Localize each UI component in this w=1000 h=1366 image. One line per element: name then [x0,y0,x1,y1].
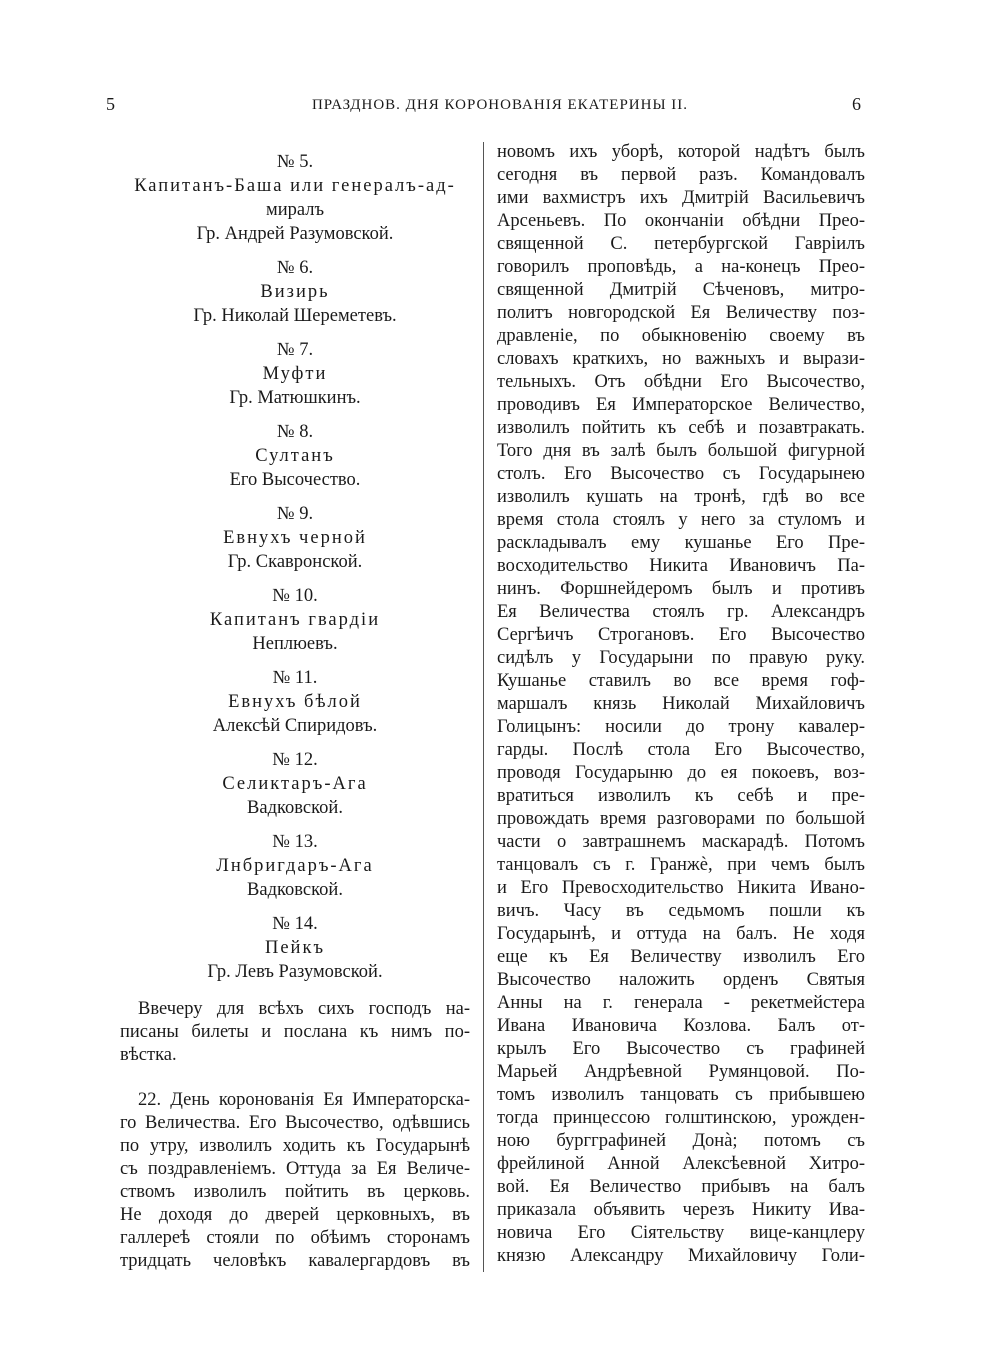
entry-number: № 12. [272,750,318,770]
text-line: проводивъ Ея Императорское Величество, [497,395,865,415]
entry-line: Муфти [262,364,328,384]
entry-line: миралъ [265,200,325,220]
page-number-left: 5 [106,94,115,114]
entry-line: Евнухъ бѣлой [228,692,362,712]
entry-line: Султанъ [255,446,335,466]
right-column [497,141,865,1268]
entry-line: Лнбригдаръ-Ага [216,856,374,876]
text-line: столъ. Его Высочество съ Государынею [497,464,865,484]
text-line: сидѣлъ у Государыни по правую руку. [497,648,865,668]
role-entry [120,666,470,738]
text-line: крылъ Его Высочество съ графиней [497,1039,865,1059]
role-entry [120,256,470,328]
entry-number: № 7. [276,340,314,360]
role-entry [120,150,470,246]
running-title: ПРАЗДНОВ. ДНЯ КОРОНОВАНІЯ ЕКАТЕРИНЫ II. [311,97,689,113]
entry-number: № 8. [276,422,314,442]
text-line: священной С. петербургской Гавріилъ [497,234,865,254]
text-line: новича Его Сіятельству вице-канцлеру [497,1223,865,1243]
text-line: Ввечеру для всѣхъ сихъ господъ на- [138,999,470,1019]
text-line: проводя Государыню до ея покоевъ, воз- [497,763,865,783]
text-line: нинъ. Форшнейдеромъ былъ и противъ [497,579,865,599]
text-line: князю Александру Михайловичу Голи- [497,1246,865,1266]
text-line: вичъ. Часу въ седьмомъ пошли къ [497,901,865,921]
entry-line: Вадковской. [247,880,343,900]
role-entry [120,584,470,656]
evening-paragraph [120,998,470,1067]
entry-line: Евнухъ черной [223,528,367,548]
role-entry [120,502,470,574]
text-line: Не доходя до дверей церковныхъ, въ [120,1205,470,1225]
text-line: ими вахмистръ ихъ Дмитрій Васильевичъ [497,188,865,208]
entry-line: Капитанъ гвардіи [209,610,381,630]
text-line: тридцать человѣкъ кавалергардовъ въ [120,1251,470,1271]
text-line: священной Дмитрій Сѣченовъ, митро- [497,280,865,300]
entry-line: Гр. Андрей Разумовской. [196,224,394,244]
role-entry [120,420,470,492]
text-line: Государынѣ, и оттуда на балъ. Не ходя [497,924,865,944]
role-list [120,150,470,984]
entry-line: Алексѣй Спиридовъ. [212,716,378,736]
text-line: фрейлиной Анной Алексѣевной Хитро- [497,1154,865,1174]
text-line: Кушанье ставилъ во все время гоф- [497,671,865,691]
text-line: словахъ краткихъ, но важныхъ и вырази- [497,349,865,369]
text-line: гарды. Послѣ стола Его Высочество, [497,740,865,760]
entry-number: № 9. [276,504,314,524]
text-line: Арсеньевъ. По окончаніи обѣдни Прео- [497,211,865,231]
text-line: еще къ Ея Величеству изволилъ Его [497,947,865,967]
text-line: дравленіе, по обыкновенію своему въ [497,326,865,346]
role-entry [120,748,470,820]
text-line: 22. День коронованія Ея Императорска- [138,1090,470,1110]
text-line: Голицынъ: носили до трону кавалер- [497,717,865,737]
text-line: сегодня въ первой разъ. Командовалъ [497,165,865,185]
page-number-right: 6 [852,94,861,114]
entry-line: Пейкъ [264,938,326,958]
text-line: и Его Превосходительство Никита Ивано- [497,878,865,898]
entry-line: Гр. Скавронской. [227,552,363,572]
text-line: галлереѣ стояли по обѣимъ сторонамъ [120,1228,470,1248]
entry-line: Капитанъ-Баша или генералъ-ад- [134,176,456,196]
text-line: вратиться изволилъ къ себѣ и пре- [497,786,865,806]
entry-line: Вадковской. [247,798,343,818]
text-line: изволилъ пойтить къ себѣ и позавтракать. [497,418,865,438]
column-divider [483,142,484,1272]
text-line: съ поздравленіемъ. Оттуда за Ея Величе- [120,1159,470,1179]
entry-number: № 11. [272,668,318,688]
text-line: приказала объявить черезъ Никиту Ива- [497,1200,865,1220]
text-line: вѣстка. [120,1045,177,1065]
text-line: время стола стоялъ у него за стуломъ и [497,510,865,530]
text-line: провождать время разговорами по большой [497,809,865,829]
text-line: Анны на г. генерала - рекетмейстера [497,993,865,1013]
entry-line: Его Высочество. [229,470,361,490]
text-line: раскладывалъ ему кушанье Его Пре- [497,533,865,553]
text-line: восходительство Никита Ивановичъ Па- [497,556,865,576]
entry-line: Визирь [260,282,330,302]
text-line: новомъ ихъ уборѣ, которой надѣтъ былъ [497,142,865,162]
text-line: ствомъ изволилъ пойтить въ церковь. [120,1182,470,1202]
entry-line: Селиктаръ-Ага [222,774,368,794]
text-line: Сергѣичъ Строгановъ. Его Высочество [497,625,865,645]
text-line: тельныхъ. Отъ обѣдни Его Высочество, [497,372,865,392]
role-entry [120,912,470,984]
text-line: танцовалъ съ г. Гранжѐ, при чемъ былъ [497,855,865,875]
text-line: говорилъ проповѣдь, а на-конецъ Прео- [497,257,865,277]
role-entry [120,830,470,902]
text-line: Высочество наложить орденъ Святыя [497,970,865,990]
text-line: томъ изволилъ танцовать съ прибывшею [497,1085,865,1105]
text-line: политъ новгородской Ея Величеству поз- [497,303,865,323]
entry-number: № 6. [276,258,314,278]
text-line: Марьей Андрѣевной Румянцовой. По- [497,1062,865,1082]
entry-number: № 14. [272,914,318,934]
text-line: Того дня въ залѣ былъ большой фигурной [497,441,865,461]
text-line: изволилъ кушать на тронѣ, гдѣ во все [497,487,865,507]
entry-number: № 10. [272,586,318,606]
entry-number: № 5. [276,152,314,172]
text-line: маршалъ князь Николай Михайловичъ [497,694,865,714]
role-entry [120,338,470,410]
text-line: вой. Ея Величество прибывъ на балъ [497,1177,865,1197]
coronation-paragraph [120,1089,470,1273]
text-line: ною бургграфиней Донà; потомъ съ [497,1131,865,1151]
left-column [120,150,470,1273]
text-line: писаны билеты и послана къ нимъ по- [120,1022,470,1042]
text-line: по утру, изволилъ ходить къ Государынѣ [120,1136,470,1156]
entry-line: Гр. Матюшкинъ. [229,388,361,408]
text-line: го Величества. Его Высочество, одѣвшись [120,1113,470,1133]
text-line: части о завтрашнемъ маскарадѣ. Потомъ [497,832,865,852]
text-line: тогда принцессою голштинскою, урожден- [497,1108,865,1128]
entry-number: № 13. [272,832,318,852]
entry-line: Неплюевъ. [252,634,338,654]
text-line: Ея Величества стоялъ гр. Александръ [497,602,865,622]
entry-line: Гр. Левъ Разумовской. [207,962,383,982]
text-line: Ивана Ивановича Козлова. Балъ от- [497,1016,865,1036]
entry-line: Гр. Николай Шереметевъ. [193,306,397,326]
